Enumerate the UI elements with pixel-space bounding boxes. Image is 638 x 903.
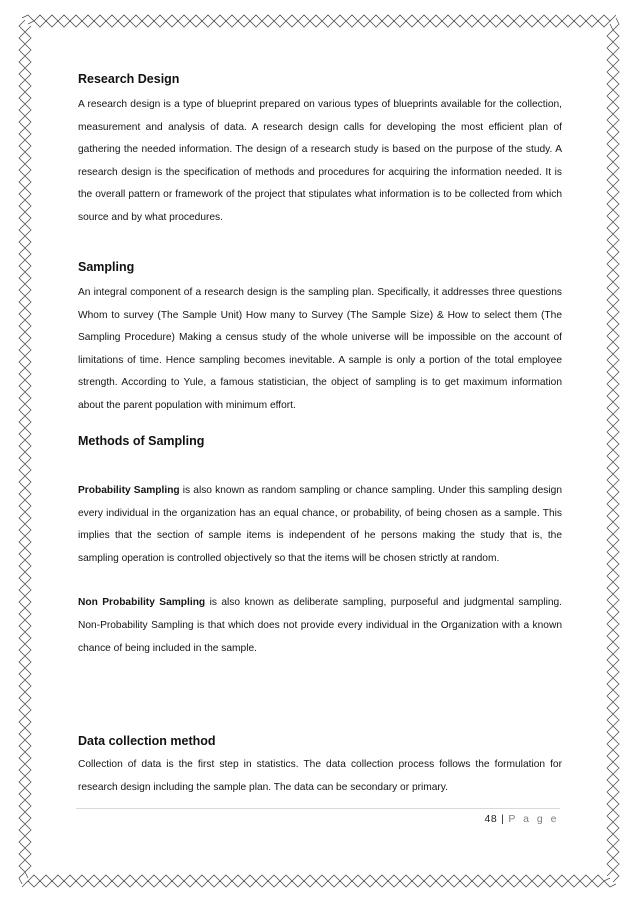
page-number: 48 [484, 813, 498, 825]
page-footer [484, 812, 559, 826]
border-zigzag-line [22, 15, 616, 21]
footer-separator: | [501, 813, 505, 825]
border-zigzag-line [613, 18, 619, 882]
methods-of-sampling-heading: Methods of Sampling [78, 434, 205, 448]
data-collection-body: Collection of data is the first step in statistics. The data collection process follows the formulation for research design including the sample plan. The data can be secondary or primary. [78, 759, 562, 793]
border-zigzag-line [28, 21, 610, 27]
probability-sampling-term: Probability Sampling [78, 485, 180, 496]
border-zigzag-line [28, 875, 610, 881]
research-design-heading: Research Design [78, 72, 180, 86]
probability-sampling-paragraph [78, 480, 562, 570]
data-collection-section [78, 732, 562, 799]
data-collection-heading: Data collection method [78, 734, 216, 748]
research-design-section [78, 70, 562, 230]
border-zigzag-line [607, 24, 613, 876]
sampling-body: An integral component of a research design is the sampling plan. Specifically, it addresses three questions Whom to survey (The Sample Unit) How many to Survey (The Sample Size) & How to select them (The Sampling Procedure) Making a census study of the whole universe will be impossible on the account of limitations of time. Hence sampling becomes inevitable. A sample is only a portion of the total employee strength. According to Yule, a famous statistician, the object of sampling is to get maximum information about the parent population with minimum effort. [78, 287, 562, 411]
page-label: P a g e [508, 813, 559, 825]
research-design-body: A research design is a type of blueprint prepared on various types of blueprints available for the collection, measurement and analysis of data. A research design calls for developing the most efficient plan of gathering the needed information. The design of a research study is based on the purpose of the study. A research design is the specification of methods and procedures for acquiring the information needed. It is the overall pattern or framework of the project that stipulates what information is to be collected from which source and by what procedures. [78, 99, 562, 223]
sampling-heading: Sampling [78, 260, 135, 274]
border-zigzag-line [25, 26, 31, 878]
sampling-section [78, 258, 562, 418]
non-probability-sampling-paragraph [78, 592, 562, 660]
border-zigzag-line [19, 20, 25, 884]
border-zigzag-line [22, 881, 616, 887]
footer-divider [76, 808, 560, 809]
non-probability-sampling-text: is also known as deliberate sampling, purposeful and judgmental sampling. Non-Probability Sampling is that which does not provide every individual in the Organization with a known chance of being included in the sample. [78, 597, 562, 654]
methods-of-sampling-section [78, 432, 562, 660]
non-probability-sampling-term: Non Probability Sampling [78, 597, 206, 609]
probability-sampling-text: is also known as random sampling or chance sampling. Under this sampling design every individual in the organization has an equal chance, or probability, of being chosen as a sample. This implies that the section of sample items is independent of he persons making the study that is, the sampling operation is controlled objectively so that the items will be chosen strictly at random. [78, 485, 562, 564]
